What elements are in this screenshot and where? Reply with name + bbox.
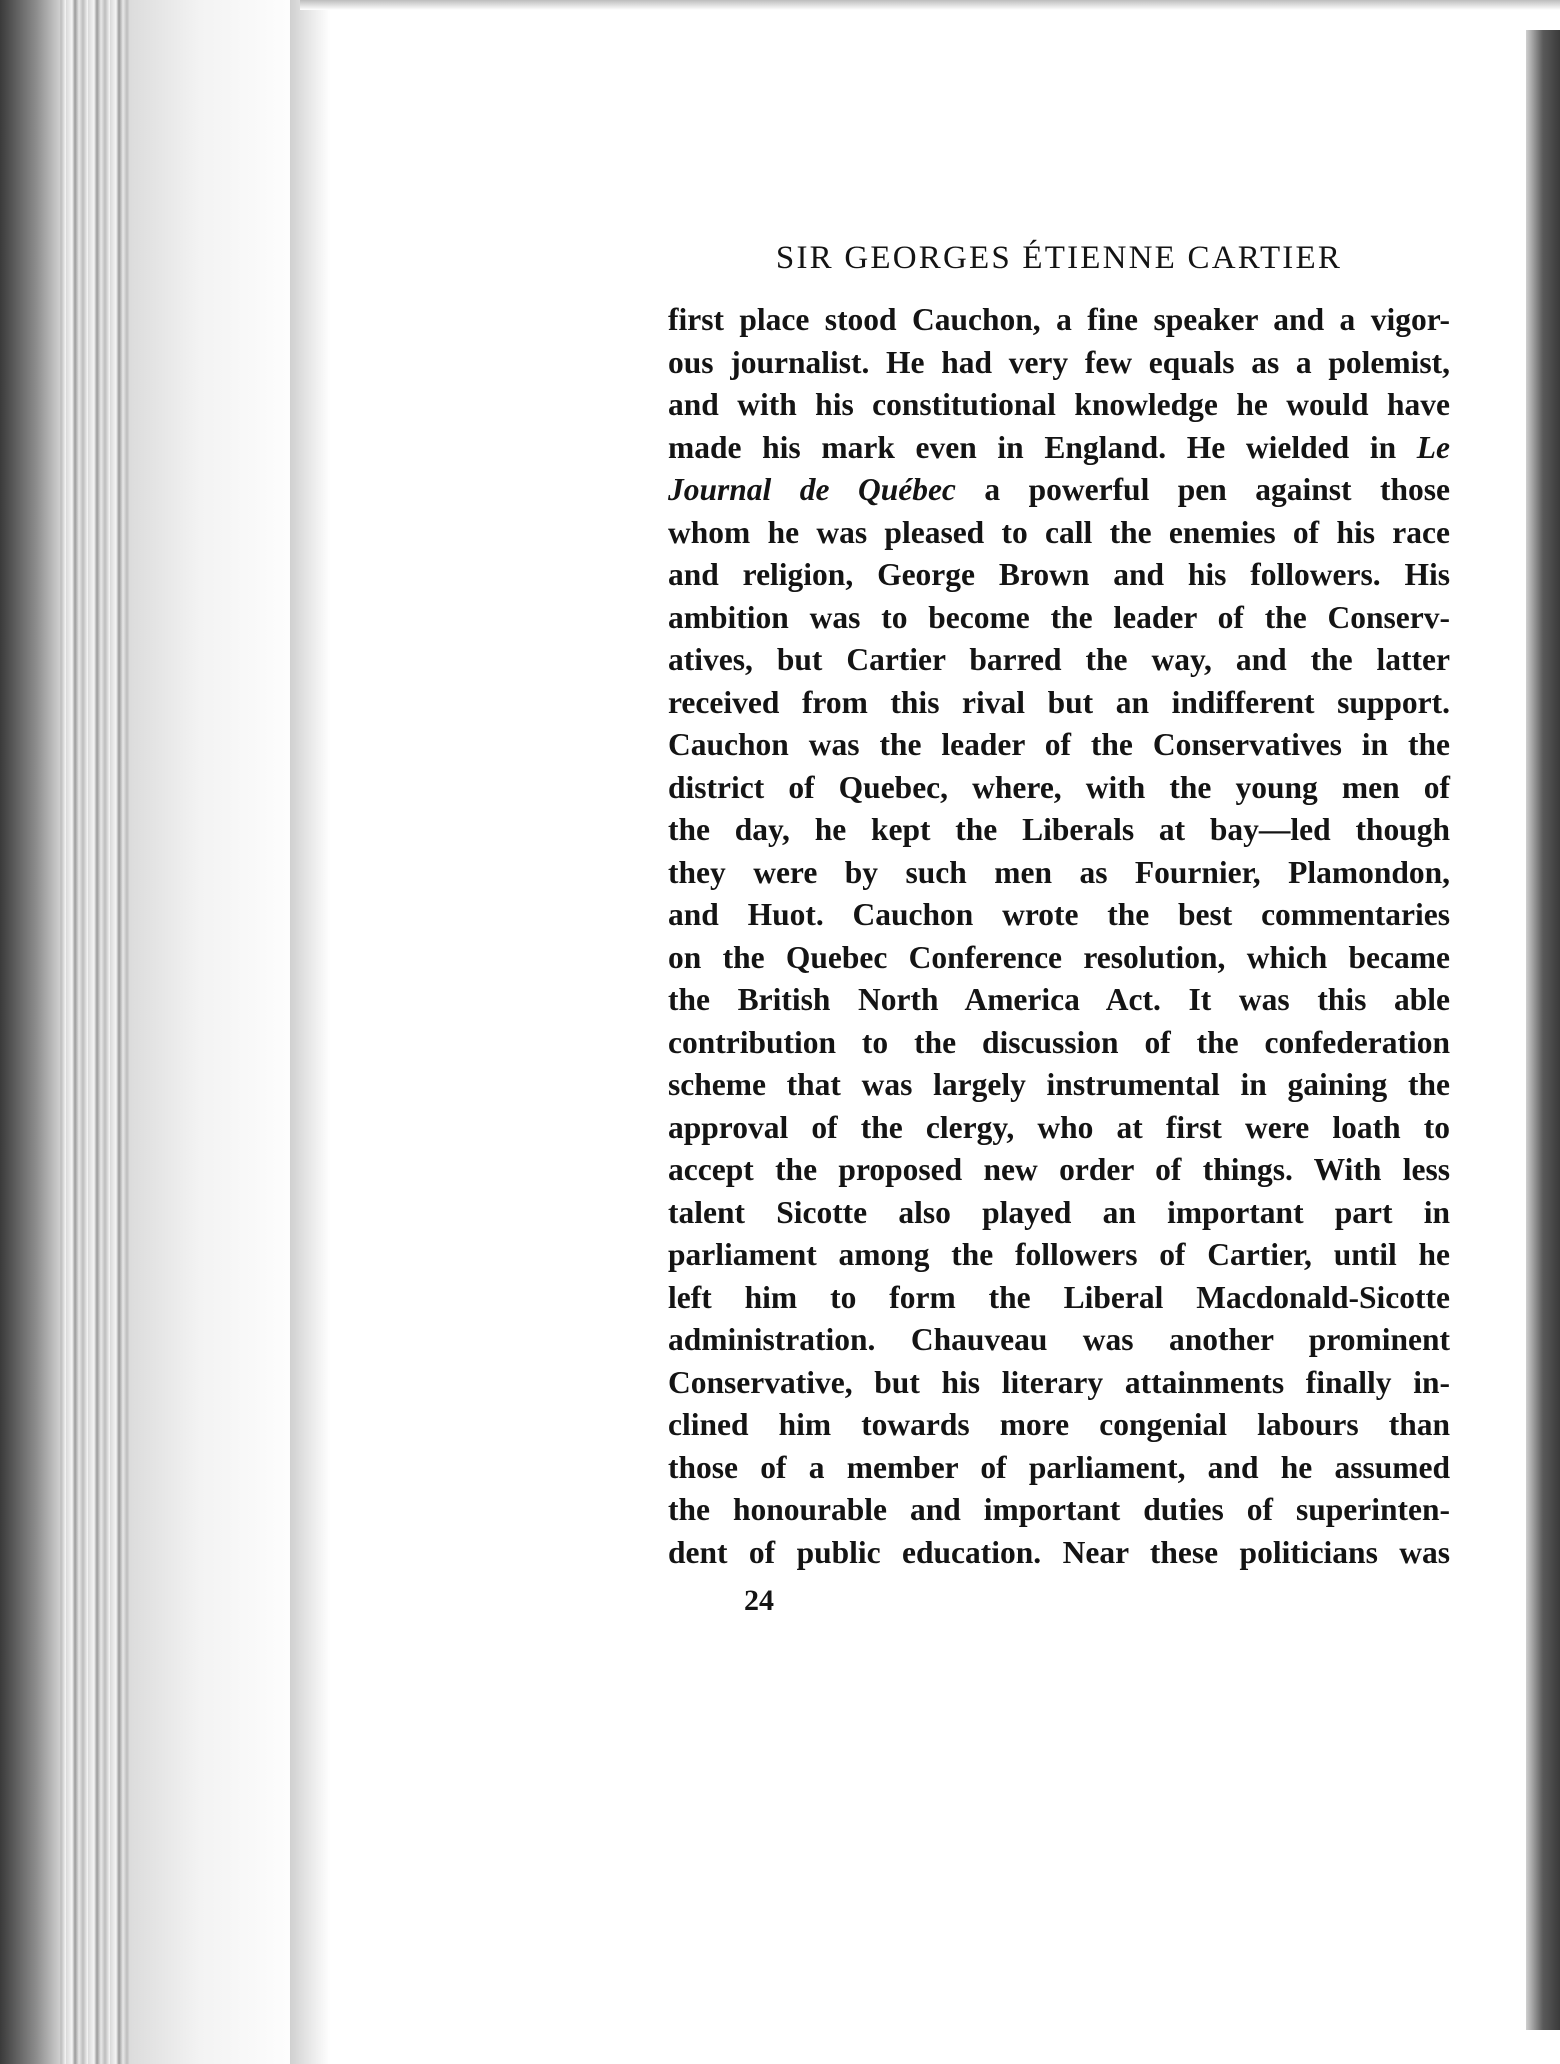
text-line: contribution to the discussion of the confederation [668, 1024, 1450, 1060]
text-line: whom he was pleased to call the enemies of his race [668, 514, 1450, 550]
text-line: Cauchon was the leader of the Conservatives in the [668, 727, 1450, 762]
text-line: scheme that was largely instrumental in gaining the [668, 1067, 1450, 1102]
text-line-plain: made his mark even in England. He wielded in [668, 429, 1417, 465]
text-line: they were by such men as Fournier, Plamondon, [668, 854, 1450, 890]
text-line [668, 469, 1450, 512]
italic-title: Le [1416, 429, 1450, 465]
text-line: first place stood Cauchon, a fine speaker and a vigor- [668, 302, 1450, 337]
text-line: the honourable and important duties of superinten- [668, 1492, 1450, 1527]
text-line: approval of the clergy, who at first were loath to [668, 1109, 1450, 1145]
text-line: administration. Chauveau was another prominent [668, 1322, 1450, 1357]
text-line: received from this rival but an indifferent support. [668, 684, 1450, 720]
text-line: talent Sicotte also played an important part in [668, 1194, 1450, 1230]
text-line [668, 427, 1450, 470]
text-line: atives, but Cartier barred the way, and the latter [668, 642, 1450, 677]
text-line-plain: a powerful pen against those [955, 472, 1450, 507]
text-line: the day, he kept the Liberals at bay—led though [668, 812, 1450, 847]
text-line: and Huot. Cauchon wrote the best commentaries [668, 897, 1450, 932]
text-line: and religion, George Brown and his followers. His [668, 557, 1450, 592]
text-line: clined him towards more congenial labours than [668, 1407, 1450, 1442]
book-page [668, 240, 1450, 1618]
text-line: ambition was to become the leader of the Conserv- [668, 599, 1450, 635]
right-page-edge [1526, 30, 1560, 2030]
text-line: dent of public education. Near these politicians was [668, 1534, 1450, 1570]
text-line: Conservative, but his literary attainments finally in- [668, 1364, 1450, 1400]
italic-title: Journal de Québec [668, 472, 956, 507]
top-edge-shadow [300, 0, 1560, 10]
body-text [668, 299, 1450, 1574]
text-line: on the Quebec Conference resolution, which became [668, 939, 1450, 975]
text-line: those of a member of parliament, and he assumed [668, 1449, 1450, 1485]
text-line: parliament among the followers of Cartier, until he [668, 1237, 1450, 1272]
running-head: SIR GEORGES ÉTIENNE CARTIER [775, 240, 1343, 276]
gutter-shadow [290, 0, 330, 2064]
text-line: and with his constitutional knowledge he would have [668, 387, 1450, 422]
page-edges-stack [0, 0, 305, 2064]
text-line: left him to form the Liberal Macdonald-Sicotte [668, 1279, 1450, 1315]
text-line: district of Quebec, where, with the young men of [668, 769, 1450, 805]
text-line: the British North America Act. It was this able [668, 982, 1450, 1017]
page-number: 24 [744, 1584, 774, 1617]
text-line: accept the proposed new order of things. With less [668, 1152, 1450, 1187]
text-line: ous journalist. He had very few equals as a polemist, [668, 344, 1450, 380]
